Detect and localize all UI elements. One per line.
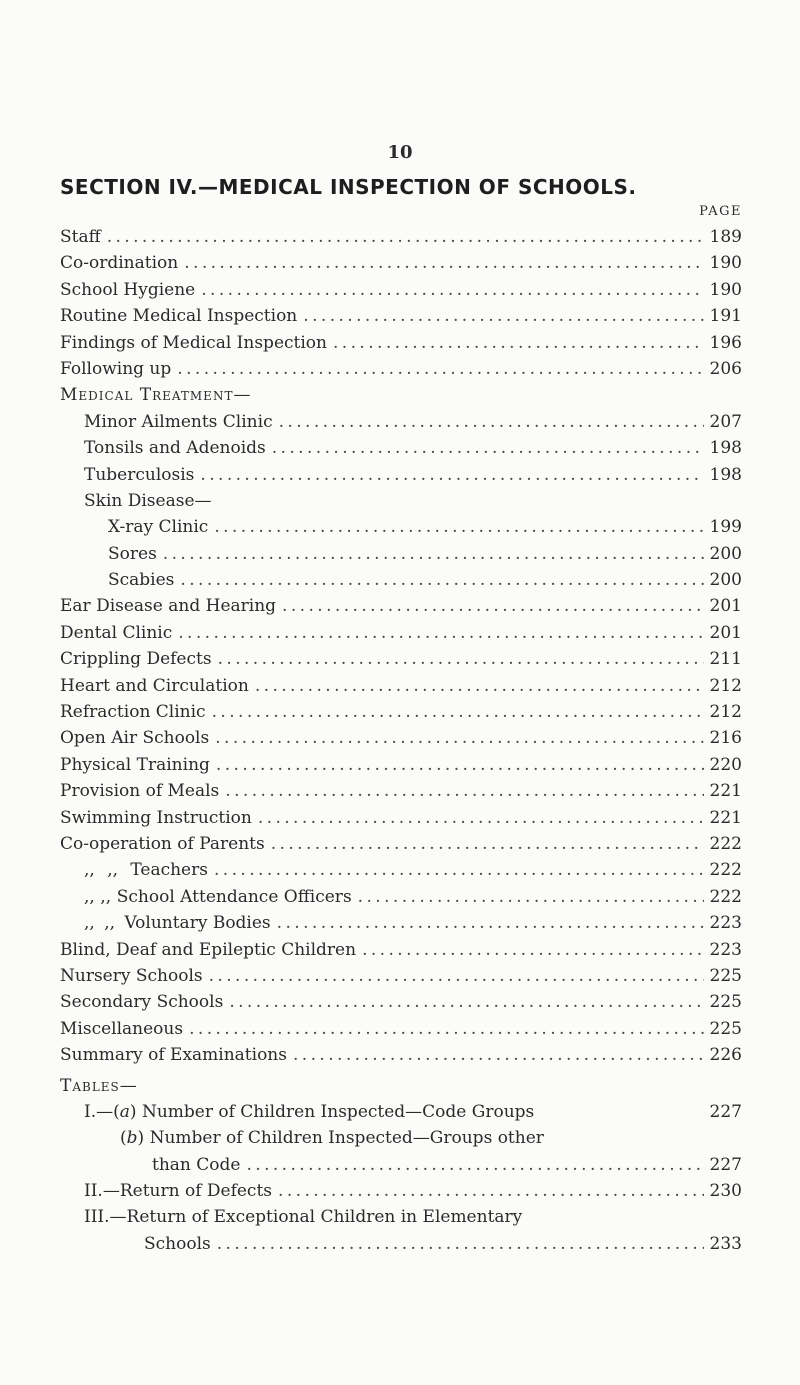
toc-entry: Physical Training . . . 220 — [60, 752, 742, 778]
toc-entry: Ear Disease and Hearing . . . 201 — [60, 593, 742, 619]
toc-entry: Refraction Clinic . . . 212 — [60, 699, 742, 725]
section-heading: SECTION IV.—MEDICAL INSPECTION OF SCHOOLS. — [60, 175, 637, 199]
toc-entry: Co-ordination . . . 190 — [60, 250, 742, 276]
toc-subheading: Medical Treatment— — [60, 385, 252, 406]
toc-entry: ,, ,, School Attendance Officers . . . 222 — [60, 884, 742, 910]
toc-entry: Co-operation of Parents . . . 222 — [60, 831, 742, 857]
toc-entry: Secondary Schools . . . 225 — [60, 989, 742, 1015]
table-entry: III.—Return of Exceptional Children in Elementary — [84, 1207, 523, 1228]
table-entry-continuation: than Code . . . 227 — [60, 1152, 742, 1178]
toc-entry: Findings of Medical Inspection . . . 196 — [60, 330, 742, 356]
toc-entry: X-ray Clinic . . . 199 — [60, 514, 742, 540]
toc-entry: Swimming Instruction . . . 221 — [60, 805, 742, 831]
toc-entry: Staff . . . 189 — [60, 224, 742, 250]
toc-entry: Minor Ailments Clinic . . . 207 — [60, 409, 742, 435]
table-entry: I.—(a) Number of Children Inspected—Code Groups 227 — [84, 1101, 742, 1122]
table-of-contents — [60, 224, 742, 1257]
toc-entry: Blind, Deaf and Epileptic Children . . . 223 — [60, 937, 742, 963]
toc-entry: Provision of Meals . . . 221 — [60, 778, 742, 804]
page-column-label: PAGE — [699, 204, 742, 219]
tables-heading: Tables— — [60, 1075, 138, 1096]
toc-entry: Summary of Examinations . . . 226 — [60, 1042, 742, 1068]
toc-entry: Heart and Circulation . . . 212 — [60, 673, 742, 699]
toc-entry: Miscellaneous . . . 225 — [60, 1016, 742, 1042]
toc-entry: Dental Clinic . . . 201 — [60, 620, 742, 646]
table-entry-continuation: Schools . . . 233 — [60, 1231, 742, 1257]
toc-entry: Scabies . . . 200 — [60, 567, 742, 593]
toc-entry: Following up . . . 206 — [60, 356, 742, 382]
toc-entry: Tonsils and Adenoids . . . 198 — [60, 435, 742, 461]
toc-entry: School Hygiene . . . 190 — [60, 277, 742, 303]
table-entry: (b) Number of Children Inspected—Groups other — [120, 1128, 544, 1149]
toc-entry: Sores . . . 200 — [60, 541, 742, 567]
toc-entry: ,, ,, Teachers . . . 222 — [60, 857, 742, 883]
toc-entry: Crippling Defects . . . 211 — [60, 646, 742, 672]
page-number: 10 — [387, 142, 413, 163]
toc-subheading: Skin Disease— — [84, 490, 212, 511]
table-entry: II.—Return of Defects . . . 230 — [60, 1178, 742, 1204]
toc-entry: Open Air Schools . . . 216 — [60, 725, 742, 751]
toc-entry: Routine Medical Inspection . . . 191 — [60, 303, 742, 329]
toc-entry: Nursery Schools . . . 225 — [60, 963, 742, 989]
toc-entry: ,, ,, Voluntary Bodies . . . 223 — [60, 910, 742, 936]
toc-entry: Tuberculosis . . . 198 — [60, 462, 742, 488]
